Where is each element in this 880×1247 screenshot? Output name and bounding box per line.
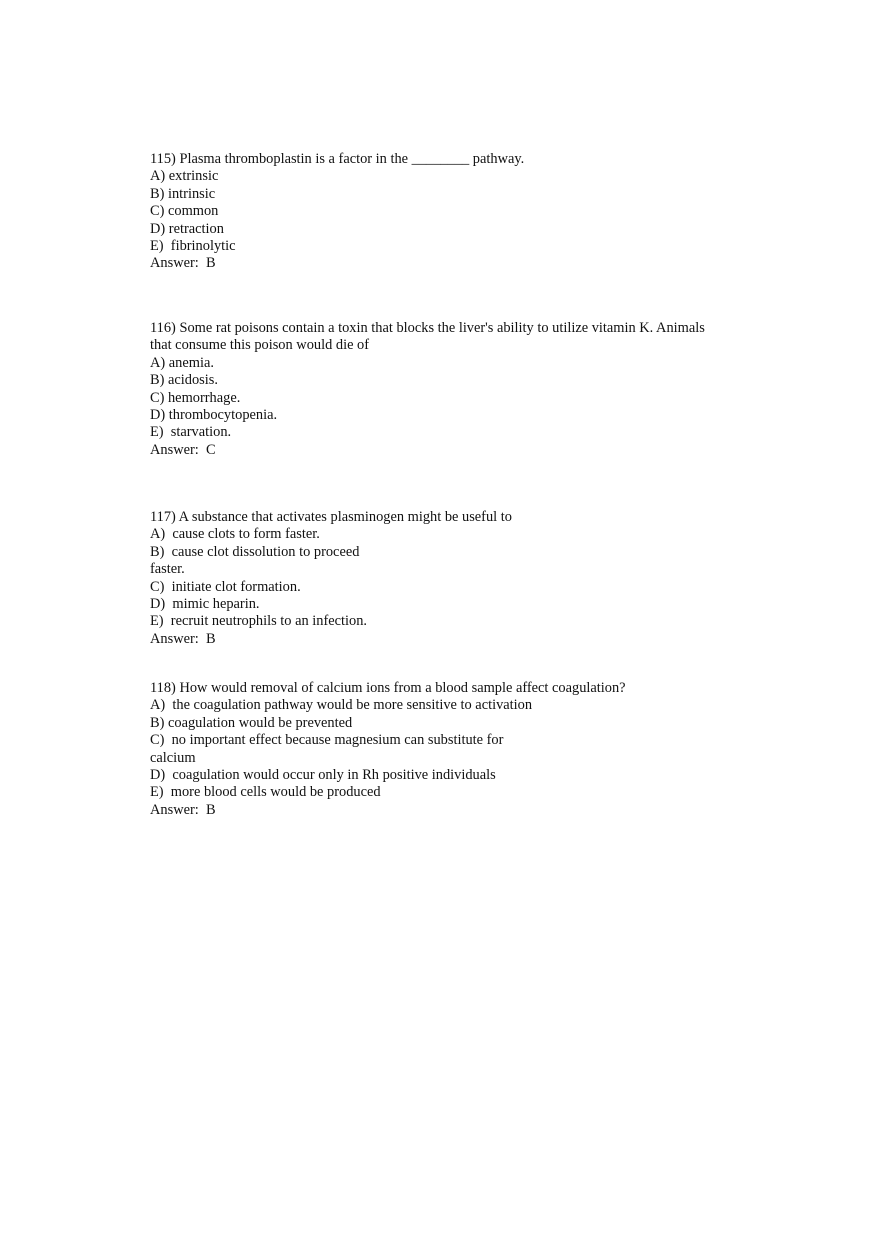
option-a: A) extrinsic <box>150 168 219 185</box>
option-d: D) mimic heparin. <box>150 596 260 613</box>
option-b-continued: faster. <box>150 561 185 578</box>
question-116 <box>150 320 770 459</box>
option-c: C) no important effect because magnesium can substitute for <box>150 732 504 749</box>
option-d: D) thrombocytopenia. <box>150 407 278 424</box>
answer-line: Answer: B <box>150 801 216 818</box>
option-a: A) cause clots to form faster. <box>150 526 320 543</box>
option-a: A) the coagulation pathway would be more sensitive to activation <box>150 697 533 714</box>
option-e: E) recruit neutrophils to an infection. <box>150 613 367 630</box>
option-b: B) intrinsic <box>150 185 216 202</box>
answer-line: Answer: B <box>150 255 216 272</box>
answer-line: Answer: C <box>150 441 216 458</box>
option-c: C) initiate clot formation. <box>150 578 301 595</box>
question-stem: 118) How would removal of calcium ions from a blood sample affect coagulation? <box>150 680 626 696</box>
question-stem-continued: that consume this poison would die of <box>150 337 370 354</box>
question-118 <box>150 680 770 819</box>
question-117 <box>150 509 770 648</box>
option-b: B) acidosis. <box>150 372 218 389</box>
option-e: E) starvation. <box>150 424 232 441</box>
option-c: C) hemorrhage. <box>150 389 241 406</box>
option-c-continued: calcium <box>150 749 196 766</box>
option-b: B) coagulation would be prevented <box>150 714 353 731</box>
option-d: D) retraction <box>150 220 224 237</box>
question-stem: 115) Plasma thromboplastin is a factor in the ________ pathway. <box>150 151 525 167</box>
answer-line: Answer: B <box>150 630 216 647</box>
question-stem: 117) A substance that activates plasminogen might be useful to <box>150 509 512 525</box>
question-115 <box>150 151 770 273</box>
option-e: E) more blood cells would be produced <box>150 784 381 801</box>
option-c: C) common <box>150 203 219 220</box>
option-e: E) fibrinolytic <box>150 238 236 255</box>
option-b: B) cause clot dissolution to proceed <box>150 543 360 560</box>
option-d: D) coagulation would occur only in Rh positive individuals <box>150 767 496 784</box>
question-stem: 116) Some rat poisons contain a toxin that blocks the liver's ability to utilize vitamin K. Animals <box>150 320 705 336</box>
option-a: A) anemia. <box>150 354 214 371</box>
